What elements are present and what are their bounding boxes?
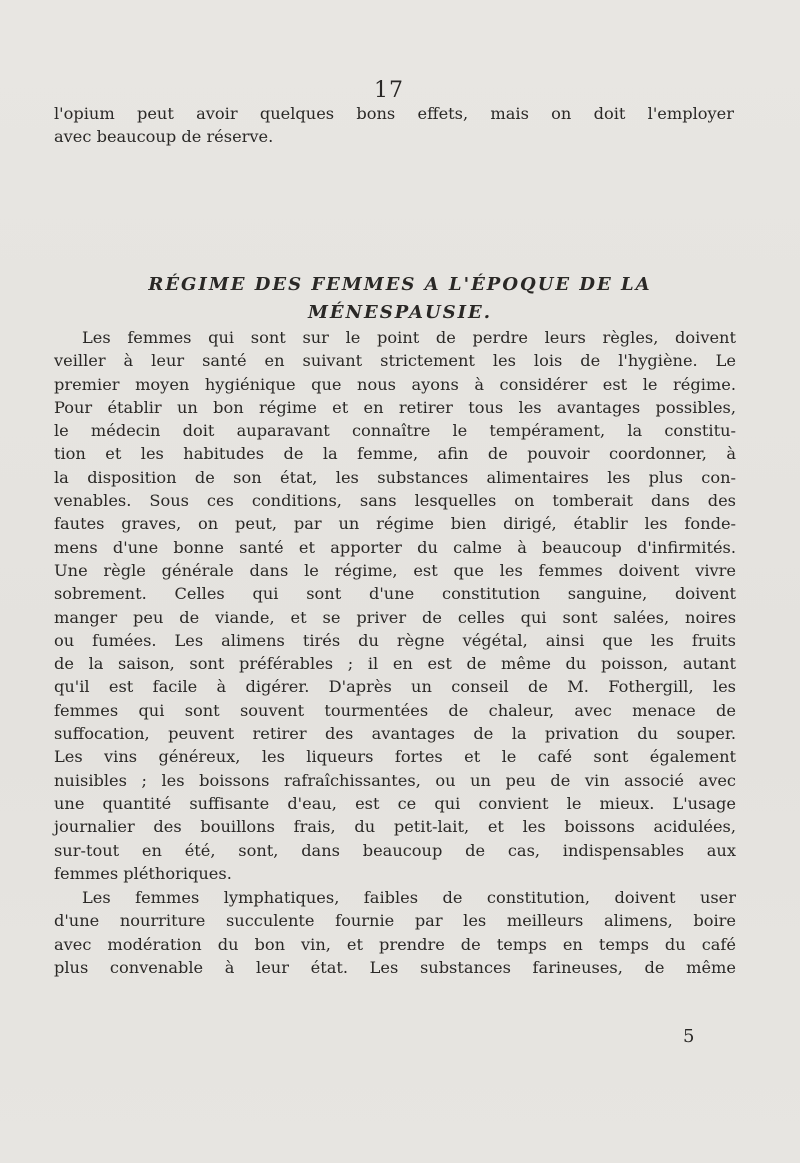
- text-line: d'une nourriture succulente fournie par les meilleurs alimens, boire: [54, 911, 736, 931]
- text-line: premier moyen hygiénique que nous ayons à considérer est le régime.: [54, 374, 736, 394]
- text-line: venables. Sous ces conditions, sans lesquelles on tomberait dans des: [54, 491, 736, 511]
- text-line: mens d'une bonne santé et apporter du calme à beaucoup d'infirmités.: [54, 537, 736, 557]
- text-line: manger peu de viande, et se priver de celles qui sont salées, noires: [54, 607, 736, 627]
- text-line: fautes graves, on peut, par un régime bien dirigé, établir les fonde-: [54, 514, 736, 534]
- text-line: nuisibles ; les boissons rafraîchissantes, ou un peu de vin associé avec: [54, 770, 736, 790]
- paragraph-lymphatic: [54, 886, 736, 979]
- text-line: Les femmes lymphatiques, faibles de constitution, doivent user: [82, 888, 736, 907]
- intro-paragraph: [54, 102, 734, 148]
- text-line: ou fumées. Les alimens tirés du règne végétal, ainsi que les fruits: [54, 630, 736, 650]
- signature-mark: 5: [683, 1026, 695, 1047]
- text-line: journalier des bouillons frais, du petit-lait, et les boissons acidulées,: [54, 817, 736, 837]
- text-line: tion et les habitudes de la femme, afin de pouvoir coordonner, à: [54, 444, 736, 464]
- text-line: sobrement. Celles qui sont d'une constitution sanguine, doivent: [54, 584, 736, 604]
- text-line: Les vins généreux, les liqueurs fortes et le café sont également: [54, 747, 736, 767]
- text-line: veiller à leur santé en suivant strictement les lois de l'hygiène. Le: [54, 351, 736, 371]
- text-line: Pour établir un bon régime et en retirer tous les avantages possibles,: [54, 397, 736, 417]
- text-line: une quantité suffisante d'eau, est ce qui convient le mieux. L'usage: [54, 793, 736, 813]
- text-line: femmes pléthoriques.: [54, 863, 232, 883]
- text-line: la disposition de son état, les substances alimentaires les plus con-: [54, 467, 736, 487]
- section-heading-continued: MÉNESPAUSIE.: [307, 302, 493, 323]
- text-line: de la saison, sont préférables ; il en est de même du poisson, autant: [54, 654, 736, 674]
- text-line: avec beaucoup de réserve.: [54, 127, 274, 147]
- text-line: avec modération du bon vin, et prendre de temps en temps du café: [54, 934, 736, 954]
- text-line: suffocation, peuvent retirer des avantages de la privation du souper.: [54, 724, 736, 744]
- page-number: 17: [374, 78, 404, 103]
- section-heading: RÉGIME DES FEMMES A L'ÉPOQUE DE LA: [148, 274, 652, 295]
- text-line: sur-tout en été, sont, dans beaucoup de cas, indispensables aux: [54, 840, 736, 860]
- paragraph-regime: [54, 326, 736, 885]
- text-line: Les femmes qui sont sur le point de perdre leurs règles, doivent: [82, 328, 736, 347]
- text-line: Une règle générale dans le régime, est que les femmes doivent vivre: [54, 560, 736, 580]
- text-line: qu'il est facile à digérer. D'après un conseil de M. Fothergill, les: [54, 677, 736, 697]
- text-line: l'opium peut avoir quelques bons effets, mais on doit l'employer: [54, 104, 734, 123]
- text-line: plus convenable à leur état. Les substances farineuses, de même: [54, 957, 736, 977]
- text-line: le médecin doit auparavant connaître le tempérament, la constitu-: [54, 421, 736, 441]
- text-line: femmes qui sont souvent tourmentées de chaleur, avec menace de: [54, 700, 736, 720]
